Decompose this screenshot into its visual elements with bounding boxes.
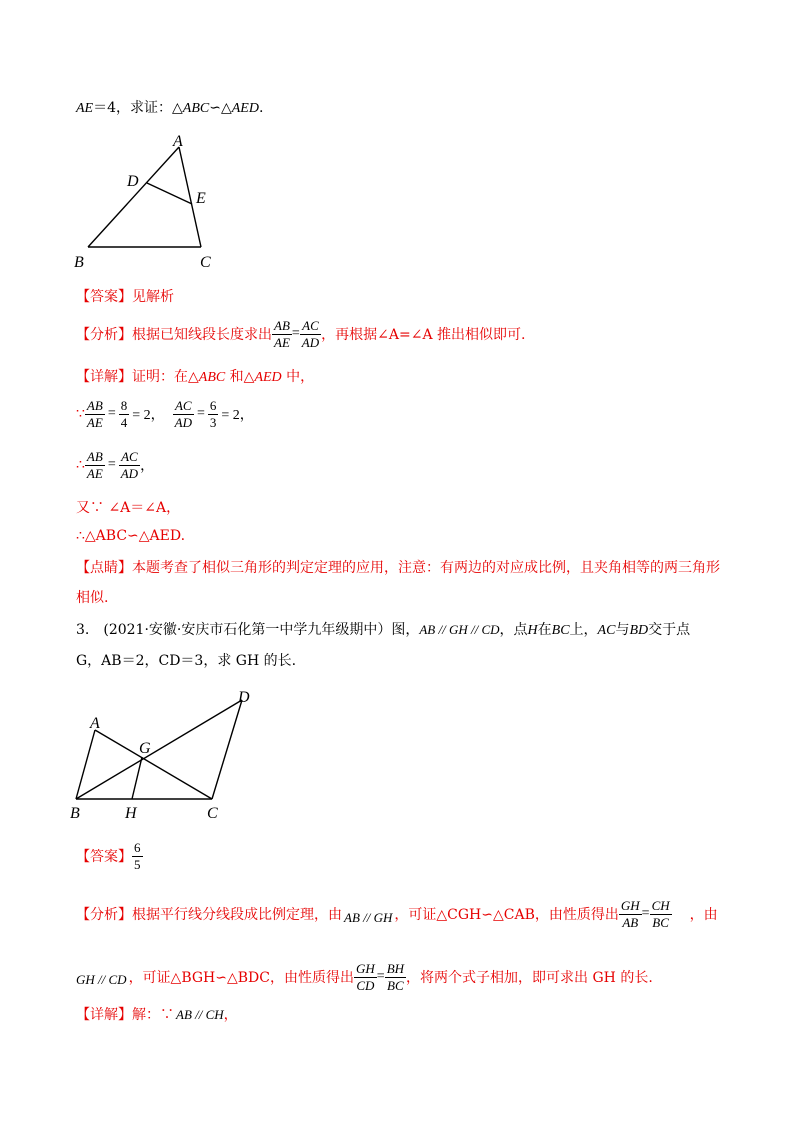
side-ab — [88, 147, 179, 247]
label-d: D — [127, 173, 139, 190]
label-a: A — [173, 133, 183, 150]
analysis-line: 【分析】 根据已知线段长度求出 $\frac{AB}{AE}$ = $\frac{AC}{AD}$ ，再根据∠A=∠A 推出相似即可. — [76, 317, 526, 350]
question-3-line-2: G，AB＝2，CD＝3，求 GH 的长. — [76, 653, 297, 669]
label-c: C — [207, 805, 218, 822]
detail-line: 【详解】证明：在△ABC 和△AED 中， — [76, 369, 315, 385]
fraction-ab-ae: $\frac{AB}{AE}$ — [274, 317, 290, 350]
segment-ac — [95, 730, 212, 799]
label-b: B — [70, 805, 80, 822]
answer-line: 【答案】见解析 — [76, 289, 174, 305]
label-a: A — [90, 715, 100, 732]
answer-3-line: 【答案】 $\frac{6}{5}$ — [76, 839, 141, 872]
therefore-line: ∴ $\frac{AB}{AE}$ = $\frac{AC}{AD}$ ， — [76, 448, 155, 481]
label-d: D — [238, 689, 250, 706]
trapezoid-figure-2 — [66, 688, 266, 823]
ratio-line: ∵ $\frac{AB}{AE}$ = $\frac{8}{4}$ = 2， $\frac{AC}{AD}$ = $\frac{6}{3}$ = 2， — [76, 397, 254, 430]
problem-statement-tail: AE＝4，求证：△ABC∽△AED. — [76, 100, 264, 116]
comment-line-2: 相似. — [76, 590, 109, 606]
question-3-line-1: 3. (2021·安徽·安庆市石化第一中学九年级期中）图，AB // GH // CD，点H在BC上，AC与BD交于点 — [76, 622, 691, 638]
label-h: H — [125, 805, 137, 822]
answer-fraction: $\frac{6}{5}$ — [134, 839, 141, 872]
label-b: B — [74, 254, 84, 270]
angle-line: 又∵ ∠A＝∠A， — [76, 500, 181, 516]
conclusion-line: ∴△ABC∽△AED. — [76, 528, 186, 544]
comment-line: 【点睛】本题考查了相似三角形的判定定理的应用，注意：有两边的对应成比例，且夹角相等的两三角形 — [76, 560, 720, 576]
analysis-3-line-2: GH // CD ，可证△BGH∽△BDC，由性质得出 $\frac{GH}{CD}$ = $\frac{BH}{BC}$ ，将两个式子相加，即可求出 GH 的长. — [76, 960, 653, 993]
analysis-3-line-1: 【分析】 根据平行线分线段成比例定理，由 AB // GH ，可证△CGH∽△CAB，由性质得出 $\frac{GH}{AB}$ = $\frac{CH}{BC}$ ，由 — [76, 897, 718, 930]
label-e: E — [196, 190, 206, 207]
detail-3-line: 【详解】解：∵ AB // CH， — [76, 1007, 238, 1023]
fraction-ac-ad: $\frac{AC}{AD}$ — [301, 317, 320, 350]
segment-de — [147, 183, 192, 204]
label-c: C — [200, 254, 211, 270]
label-g: G — [139, 740, 151, 757]
triangle-figure-1 — [70, 130, 230, 270]
